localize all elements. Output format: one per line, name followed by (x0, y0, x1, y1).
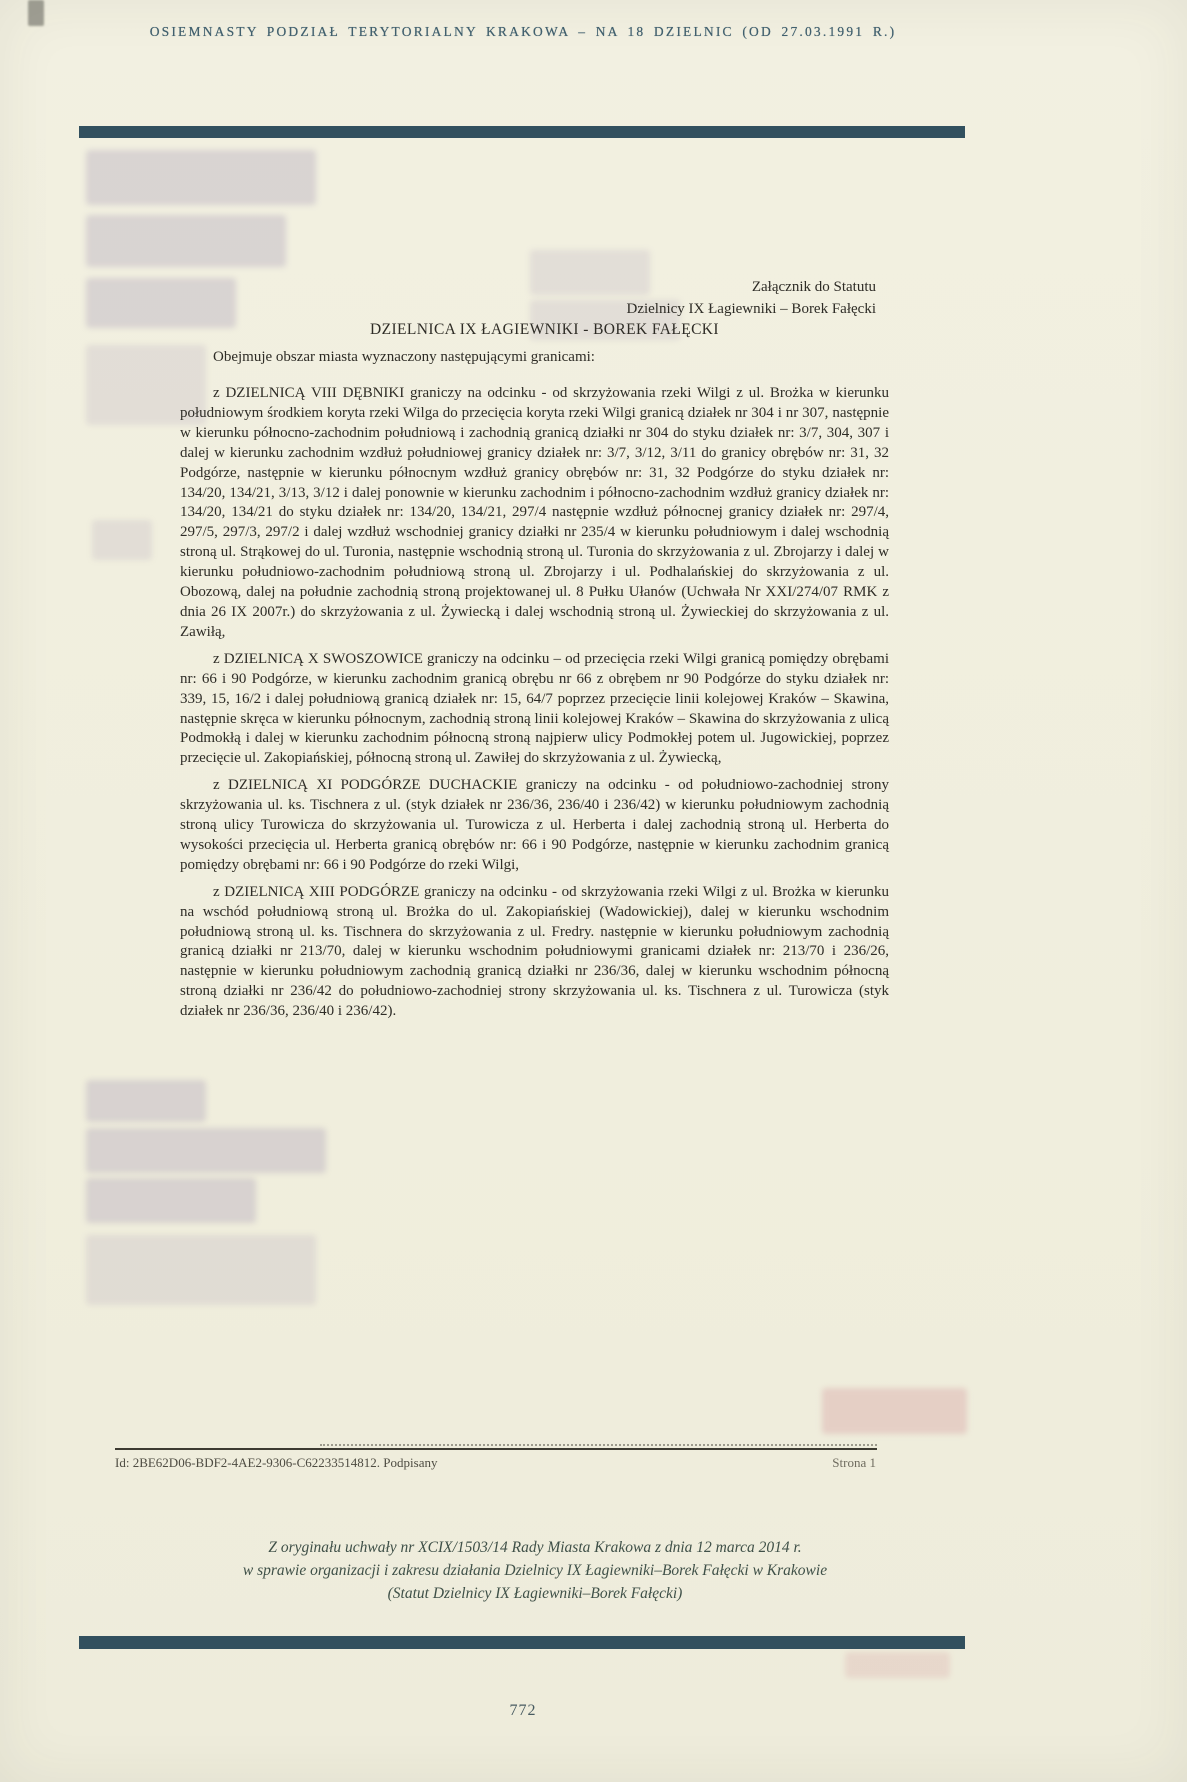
bleedthrough-smudge (92, 520, 152, 560)
annex-reference (626, 277, 876, 320)
paragraph-dzielnica-xiii-podgorze: z DZIELNICĄ XIII PODGÓRZE graniczy na odcinku - od skrzyżowania rzeki Wilgi z ul. Brożka w kierunku na wschód południową stroną ul. Brożka do ul. Zakopiańskiej (Wadowickiej), dalej w kierunku wschodnim południową stroną ul. ks. Tischnera do skrzyżowania z ul. Fredry. następnie w kierunku południowym zachodnią granicą działki nr 213/70, dalej w kierunku wschodnim południowymi granicami działek nr: 213/70 i 236/26, następnie w kierunku południowym zachodnią granicą działki nr 236/36, dalej w kierunku wschodnim północną stroną działki nr 236/42 do południowo-zachodniej strony skrzyżowania ul. ks. Tischnera z ul. Turowicza (styk działek nr 236/36, 236/40 i 236/42). (180, 883, 889, 1020)
document-title: DZIELNICA IX ŁAGIEWNIKI - BOREK FAŁĘCKI (370, 321, 719, 338)
page-number: 772 (509, 1702, 537, 1719)
footer-page-label: Strona 1 (832, 1455, 876, 1470)
paragraph-dzielnica-xi-podgorze-duchackie: z DZIELNICĄ XI PODGÓRZE DUCHACKIE graniczy na odcinku - od południowo-zachodniej strony skrzyżowania ul. ks. Tischnera z ul. (styk działek nr 236/36, 236/40 i 236/42) w kierunku południowym zachodnią stroną ulicy Turowicza do skrzyżowania ul. Turowicza z ul. Herberta i dalej zachodnią stroną ul. Herberta do wysokości przecięcia ul. Herberta granicą obrębów nr: 66 i 90 Podgórze, następnie w kierunku zachodnim granicą pomiędzy obrębami nr: 66 i 90 Podgórze do rzeki Wilgi, (180, 777, 889, 873)
intro-line: Obejmuje obszar miasta wyznaczony następującymi granicami: (213, 349, 595, 365)
bleedthrough-smudge (86, 215, 286, 267)
annex-line-1: Załącznik do Statutu (751, 279, 876, 295)
scan-artifact-corner (28, 0, 44, 26)
boundary-description (180, 384, 889, 1029)
footer-dotted-rule (320, 1444, 877, 1446)
source-note-line-3: (Statut Dzielnicy IX Łagiewniki–Borek Fałęcki) (387, 1585, 683, 1602)
bleedthrough-smudge (86, 150, 316, 205)
source-note (140, 1536, 930, 1605)
separator-bar-top (79, 126, 965, 138)
source-note-line-1: Z oryginału uchwały nr XCIX/1503/14 Rady Miasta Krakowa z dnia 12 marca 2014 r. (268, 1539, 802, 1556)
bleedthrough-smudge (86, 1235, 316, 1305)
bleedthrough-smudge (822, 1388, 967, 1434)
bleedthrough-smudge (86, 1128, 326, 1173)
footer-rule (115, 1448, 877, 1450)
bleedthrough-smudge (86, 1080, 206, 1122)
paragraph-dzielnica-x-swoszowice: z DZIELNICĄ X SWOSZOWICE graniczy na odcinku – od przecięcia rzeki Wilgi granicą pomiędzy obrębami nr: 66 i 90 Podgórze, w kierunku zachodnim granicą obrębu nr 66 z obrębem nr 90 Podgórze do styku działek nr: 339, 15, 16/2 i dalej południową granicą działek nr: 15, 64/7 poprzez przecięcie linii kolejowej Kraków – Skawina, następnie skręca w kierunku północnym, zachodnią stroną linii kolejowej Kraków – Skawina do skrzyżowania z ulicą Podmokłą i dalej w kierunku zachodnim północną stroną najpierw ulicy Podmokłej potem ul. Jugowickiej, poprzez przecięcie ul. Zakopiańskiej, północną stroną ul. Zawiłej do skrzyżowania z ul. Żywiecką, (180, 650, 889, 767)
bleedthrough-smudge (845, 1652, 950, 1678)
source-note-line-2: w sprawie organizacji i zakresu działania Dzielnicy IX Łagiewniki–Borek Fałęcki w Krakowie (242, 1562, 828, 1579)
bleedthrough-smudge (86, 1178, 256, 1223)
annex-line-2: Dzielnicy IX Łagiewniki – Borek Fałęcki (626, 300, 876, 317)
running-header: OSIEMNASTY PODZIAŁ TERYTORIALNY KRAKOWA – NA 18 DZIELNIC (OD 27.03.1991 R.) (149, 24, 897, 39)
document-id-signature: Id: 2BE62D06-BDF2-4AE2-9306-C62233514812. Podpisany (115, 1455, 438, 1470)
separator-bar-bottom (79, 1636, 965, 1649)
paragraph-dzielnica-viii-debniki: z DZIELNICĄ VIII DĘBNIKI graniczy na odcinku - od skrzyżowania rzeki Wilgi z ul. Brożka w kierunku południowym środkiem koryta rzeki Wilga do przecięcia koryta rzeki Wilgi granicą działek nr 304 i nr 307, następnie w kierunku północno-zachodnim południową i zachodnią granicą działki nr 304 do styku działek nr: 3/7, 304, 307 i dalej w kierunku zachodnim wzdłuż południowej granicy działek nr: 3/7, 3/12, 3/11 do granicy obrębów nr: 31, 32 Podgórze, następnie w kierunku północnym wzdłuż granicy obrębów nr: 31, 32 Podgórze do styku działek nr: 134/20, 134/21, 3/13, 3/12 i dalej ponownie w kierunku zachodnim i północno-zachodnim wzdłuż granicy działek nr: 134/20, 134/21 do styku działek nr: 134/20, 134/21, 297/4 następnie wzdłuż północnej granicy działek nr: 297/4, 297/5, 297/3, 297/2 i dalej wzdłuż wschodniej granicy działki nr 235/4 w kierunku południowym i dalej wschodnią stroną ul. Strąkowej do ul. Turonia, następnie wschodnią stroną ul. Turonia do skrzyżowania z ul. Zbrojarzy i dalej w kierunku południowo-zachodnim południową stroną ul. Zbrojarzy i ul. Podhalańskiej do skrzyżowania z ul. Obozową, dalej na południe zachodnią stroną projektowanej ul. 8 Pułku Ułanów (Uchwała Nr XXI/274/07 RMK z dnia 26 IX 2007r.) do skrzyżowania z ul. Żywiecką i dalej wschodnią stroną ul. Żywieckiej do skrzyżowania z ul. Zawiłą, (180, 385, 889, 640)
